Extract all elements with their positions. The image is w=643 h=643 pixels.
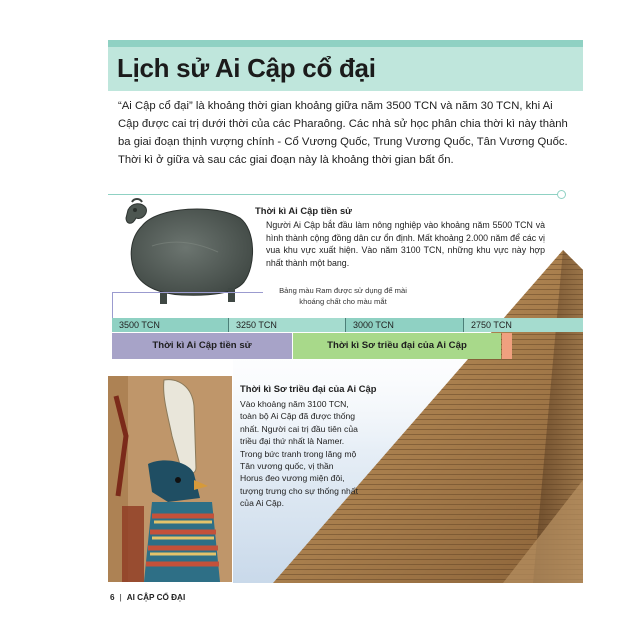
timeline-segment-4: 2750 TCN	[464, 318, 583, 332]
intro-paragraph: “Ai Cập cổ đại” là khoảng thời gian khoảng giữa năm 3500 TCN và năm 30 TCN, khi Ai Cập được cai trị dưới thời của các Pharaông. Các nhà sử học phân chia thời kì này thành ba giai đoạn thịnh vượng chính - Cổ Vương Quốc, Trung Vương Quốc, Tân Vương Quốc. Thời kì ở giữa và sau các giai đoạn này là khoảng thời gian bất ổn.	[118, 100, 568, 166]
section-divider	[108, 194, 560, 195]
timeline-segment-1: 3500 TCN	[112, 318, 228, 332]
footer-separator: |	[119, 593, 122, 602]
caption-leader-line	[112, 292, 263, 319]
page-number: 6	[110, 593, 115, 602]
timeline-tick	[463, 318, 464, 332]
divider-end-dot	[557, 190, 566, 199]
horus-painting	[108, 376, 232, 582]
ram-palette-caption: Bảng màu Ram được sử dụng để mài khoáng chất cho màu mắt	[279, 286, 407, 306]
era-next-stub	[502, 333, 512, 359]
prehistoric-section-body: Người Ai Cập bắt đầu làm nông nghiệp vào khoảng năm 5500 TCN và hình thành cộng đồng dân cư ổn định. Mất khoảng 2.000 năm để các vị vua khu vực xuất hiện. Vào năm 3100 TCN, những khu vực này hợp nhất thành một bang.	[266, 220, 545, 268]
timeline-segment-3: 3000 TCN	[346, 318, 463, 332]
header-accent-bar	[108, 40, 583, 47]
early-dynastic-section-title: Thời kì Sơ triều đại của Ai Cập	[240, 383, 377, 394]
era-prehistoric: Thời kì Ai Cập tiền sử	[112, 333, 292, 359]
prehistoric-section-title: Thời kì Ai Cập tiền sử	[255, 205, 352, 216]
page-title: Lịch sử Ai Cập cổ đại	[117, 53, 376, 83]
early-dynastic-section-body: Vào khoảng năm 3100 TCN, toàn bộ Ai Cập đã được thống nhất. Người cai trị đầu tiên của triều đại thứ nhất là Namer. Trong bức tranh trong lăng mộ Tân vương quốc, vị thần Horus đeo vương miện đôi, tượng trưng cho sự thống nhất của Ai Cập.	[240, 399, 358, 509]
era-early-dynastic: Thời kì Sơ triều đại của Ai Cập	[293, 333, 501, 359]
timeline-segment-2: 3250 TCN	[229, 318, 345, 332]
footer-section-name: AI CẬP CỔ ĐẠI	[126, 593, 186, 602]
timeline-tick	[345, 318, 346, 332]
page-footer	[110, 593, 185, 602]
timeline-tick	[228, 318, 229, 332]
